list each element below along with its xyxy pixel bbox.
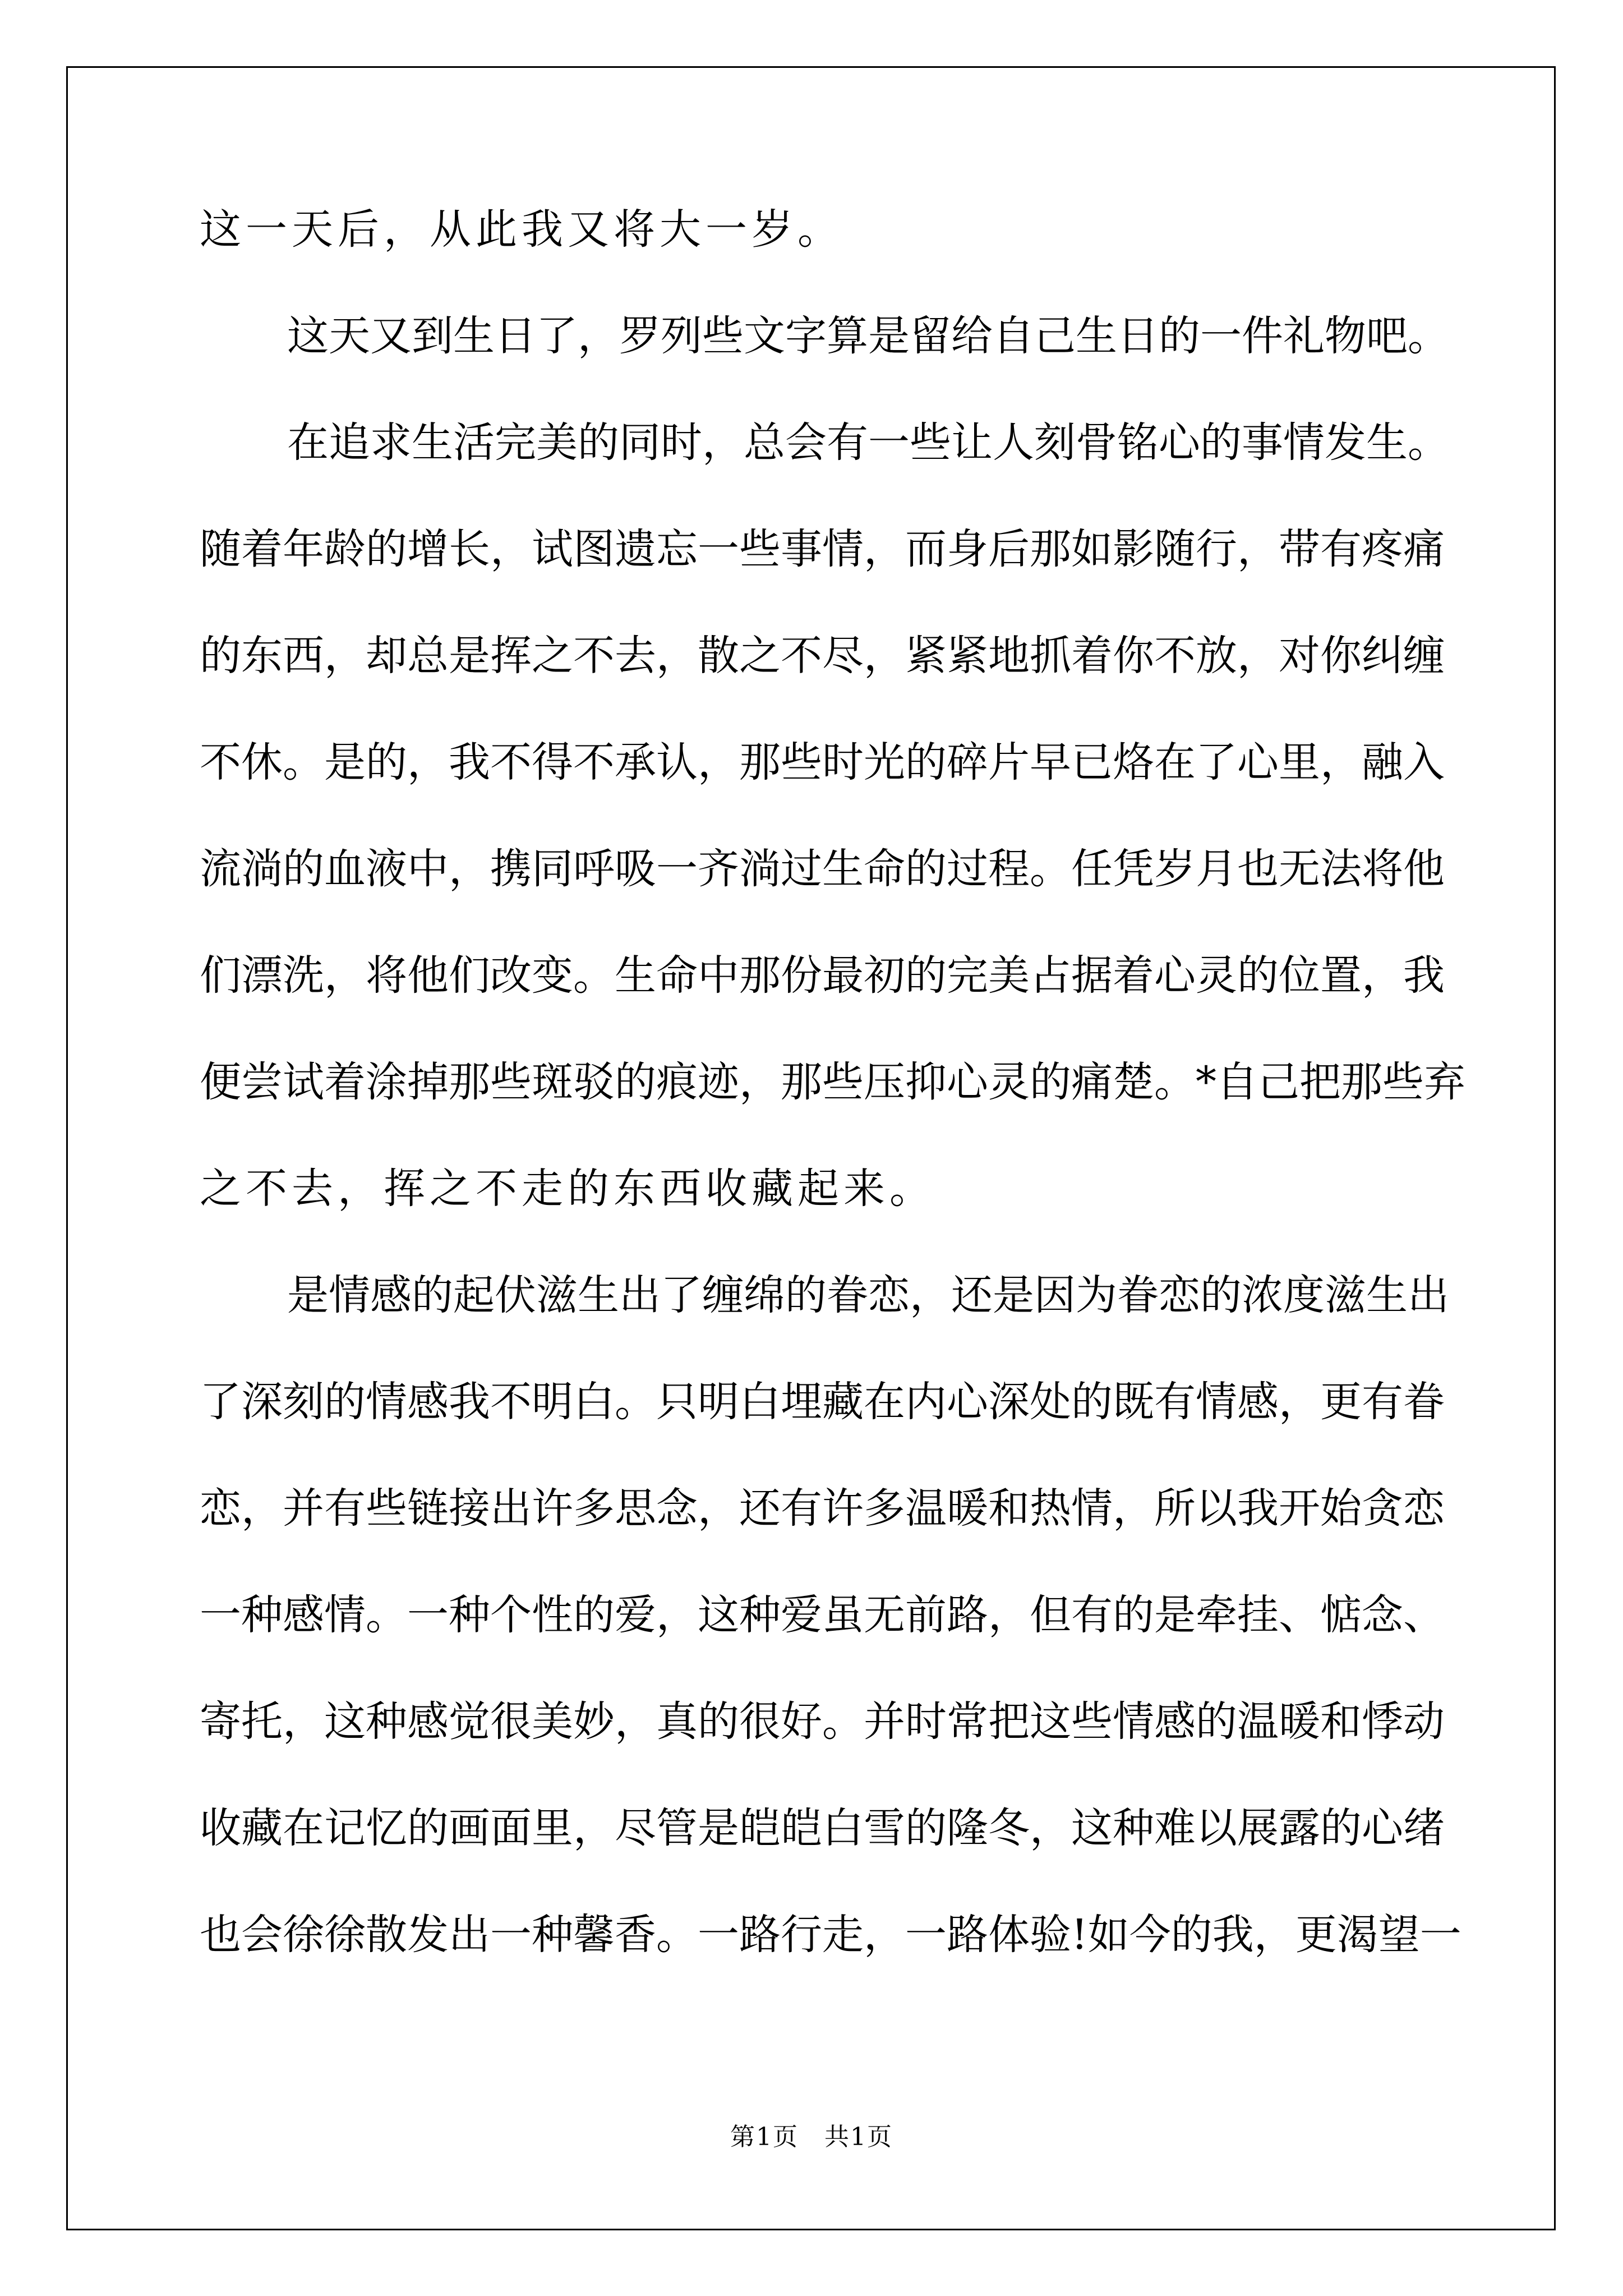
text-line: 的东西，却总是挥之不去，散之不尽，紧紧地抓着你不放，对你纠缠 bbox=[200, 632, 1445, 680]
text-line: 这一天后，从此我又将大一岁。 bbox=[200, 205, 843, 254]
document-body bbox=[200, 205, 1465, 2021]
page-number: 第1页 共1页 bbox=[730, 2123, 893, 2151]
text-line: 一种感情。一种个性的爱，这种爱虽无前路，但有的是牵挂、惦念、 bbox=[200, 1591, 1445, 1639]
text-line: 寄托，这种感觉很美妙，真的很好。并时常把这些情感的温暖和悸动 bbox=[200, 1697, 1445, 1746]
text-line: 便尝试着涂掉那些斑驳的痕迹，那些压抑心灵的痛楚。*自己把那些弃 bbox=[200, 1058, 1465, 1106]
text-line: 在追求生活完美的同时，总会有一些让人刻骨铭心的事情发生。 bbox=[287, 418, 1449, 467]
text-line: 了深刻的情感我不明白。只明白埋藏在内心深处的既有情感，更有眷 bbox=[200, 1378, 1445, 1426]
text-line: 这天又到生日了，罗列些文字算是留给自己生日的一件礼物吧。 bbox=[287, 312, 1449, 360]
text-line: 们漂洗，将他们改变。生命中那份最初的完美占据着心灵的位置，我 bbox=[200, 951, 1445, 1000]
text-line: 也会徐徐散发出一种馨香。一路行走，一路体验!如今的我，更渴望一 bbox=[200, 1911, 1461, 1959]
text-line: 是情感的起伏滋生出了缠绵的眷恋，还是因为眷恋的浓度滋生出 bbox=[287, 1271, 1449, 1319]
text-line: 恋，并有些链接出许多思念，还有许多温暖和热情，所以我开始贪恋 bbox=[200, 1484, 1445, 1533]
text-line: 随着年龄的增长，试图遗忘一些事情，而身后那如影随行，带有疼痛 bbox=[200, 525, 1445, 573]
text-line: 流淌的血液中，携同呼吸一齐淌过生命的过程。任凭岁月也无法将他 bbox=[200, 845, 1445, 893]
text-line: 收藏在记忆的画面里，尽管是皑皑白雪的隆冬，这种难以展露的心绪 bbox=[200, 1804, 1445, 1852]
text-line: 之不去，挥之不走的东西收藏起来。 bbox=[200, 1165, 935, 1213]
text-line: 不休。是的，我不得不承认，那些时光的碎片早已烙在了心里，融入 bbox=[200, 738, 1445, 786]
